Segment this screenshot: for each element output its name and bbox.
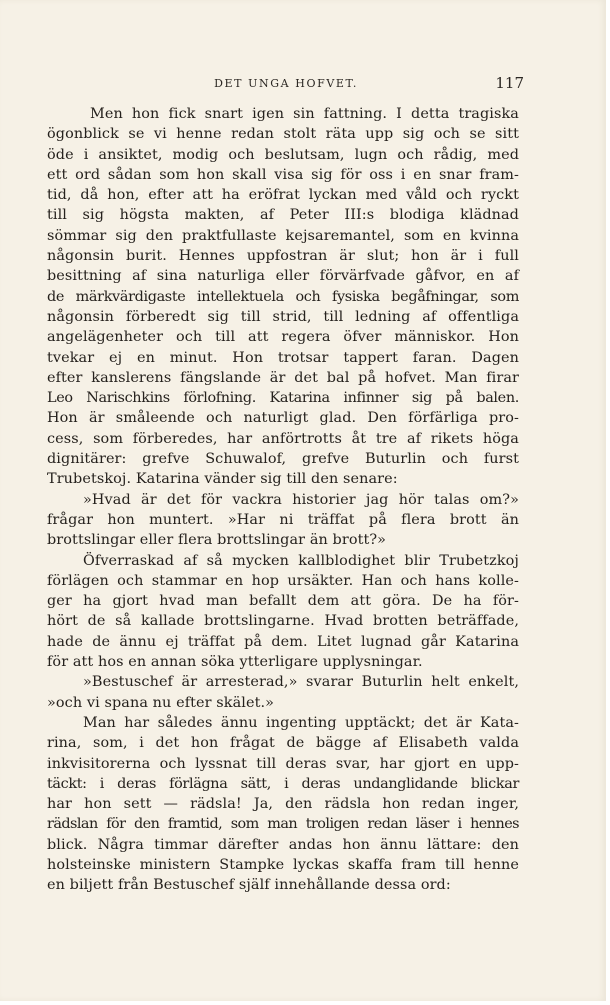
running-title: DET UNGA HOFVET.	[214, 77, 358, 90]
text-line: ger ha gjort hvad man befallt dem att göra. De ha för-	[47, 593, 519, 610]
text-line: cess, som förberedes, har anförtrotts åt tre af rikets höga	[47, 430, 519, 447]
text-line: sömmar sig den praktfullaste kejsaremantel, som en kvinna	[47, 227, 519, 244]
text-line: dignitärer: grefve Schuwalof, grefve Buturlin och furst	[47, 451, 519, 468]
text-line: Men hon fick snart igen sin fattning. I detta tragiska	[90, 106, 519, 122]
text-line: öde i ansiktet, modig och beslutsam, lugn och rådig, med	[47, 146, 519, 163]
text-line: täckt: i deras förlägna sätt, i deras undanglidande blickar	[47, 775, 519, 792]
text-line: ögonblick se vi henne redan stolt räta upp sig och se sitt	[47, 126, 519, 143]
text-line: holsteinske ministern Stampke lyckas skaffa fram till henne	[47, 856, 519, 873]
text-line: tid, då hon, efter att ha eröfrat lyckan med våld och ryckt	[47, 187, 519, 204]
text-line: hade de ännu ej träffat på dem. Litet lugnad går Katarina	[47, 633, 519, 650]
text-line: ett ord sådan som hon skall visa sig för oss i en snar fram-	[47, 166, 519, 183]
text-line: för att hos en annan söka ytterligare upplysningar.	[47, 654, 423, 671]
text-line: förlägen och stammar en hop ursäkter. Han och hans kolle-	[47, 572, 519, 589]
text-line: blick. Några timmar därefter andas hon ännu lättare: den	[47, 836, 519, 853]
text-line: rina, som, i det hon frågat de bägge af Elisabeth valda	[47, 735, 519, 752]
text-line: »Bestuschef är arresterad,» svarar Buturlin helt enkelt,	[83, 674, 519, 691]
text-line: en biljett från Bestuschef själf innehållande dessa ord:	[47, 877, 451, 894]
text-line: angelägenheter och till att regera öfver människor. Hon	[47, 329, 519, 346]
text-line: någonsin förberedt sig till strid, till ledning af offentliga	[47, 308, 519, 325]
text-line: Man har således ännu ingenting upptäckt; det är Kata-	[83, 714, 519, 731]
text-line: har hon sett — rädsla! Ja, den rädsla hon redan inger,	[47, 796, 519, 813]
running-head	[48, 74, 524, 94]
text-line: efter kanslerens fängslande är det bal på hofvet. Man firar	[47, 369, 519, 386]
text-line: »och vi spana nu efter skälet.»	[47, 694, 275, 711]
text-line: Öfverraskad af så mycken kallblodighet blir Trubetzkoj	[83, 552, 519, 569]
text-line: tvekar ej en minut. Hon trotsar tappert faran. Dagen	[47, 349, 519, 366]
text-line: Hon är småleende och naturligt glad. Den förfärliga pro-	[47, 410, 519, 427]
text-line: besittning af sina naturliga eller förvärfvade gåfvor, en af	[47, 268, 519, 285]
text-line: Leo Narischkins förlofning. Katarina infinner sig på balen.	[47, 390, 519, 407]
text-line: inkvisitorerna och lyssnat till deras svar, har gjort en upp-	[47, 755, 519, 772]
text-line: »Hvad är det för vackra historier jag hör talas om?»	[83, 491, 519, 508]
text-line: Trubetskoj. Katarina vänder sig till den senare:	[47, 471, 398, 488]
text-line: brottslingar eller flera brottslingar än brott?»	[47, 532, 387, 549]
text-line: de märkvärdigaste intellektuela och fysiska begåfningar, som	[47, 288, 519, 305]
text-line: någonsin burit. Hennes uppfostran är slut; hon är i full	[47, 248, 519, 265]
text-line: rädslan för den framtid, som man troligen redan läser i hennes	[47, 816, 519, 833]
text-line: till sig högsta makten, af Peter III:s blodiga klädnad	[47, 207, 519, 224]
text-line: hört de så kallade brottslingarne. Hvad brotten beträffade,	[47, 613, 519, 630]
body-text	[47, 104, 519, 896]
page-number: 117	[495, 74, 524, 92]
text-line: frågar hon muntert. »Har ni träffat på flera brott än	[47, 511, 519, 528]
